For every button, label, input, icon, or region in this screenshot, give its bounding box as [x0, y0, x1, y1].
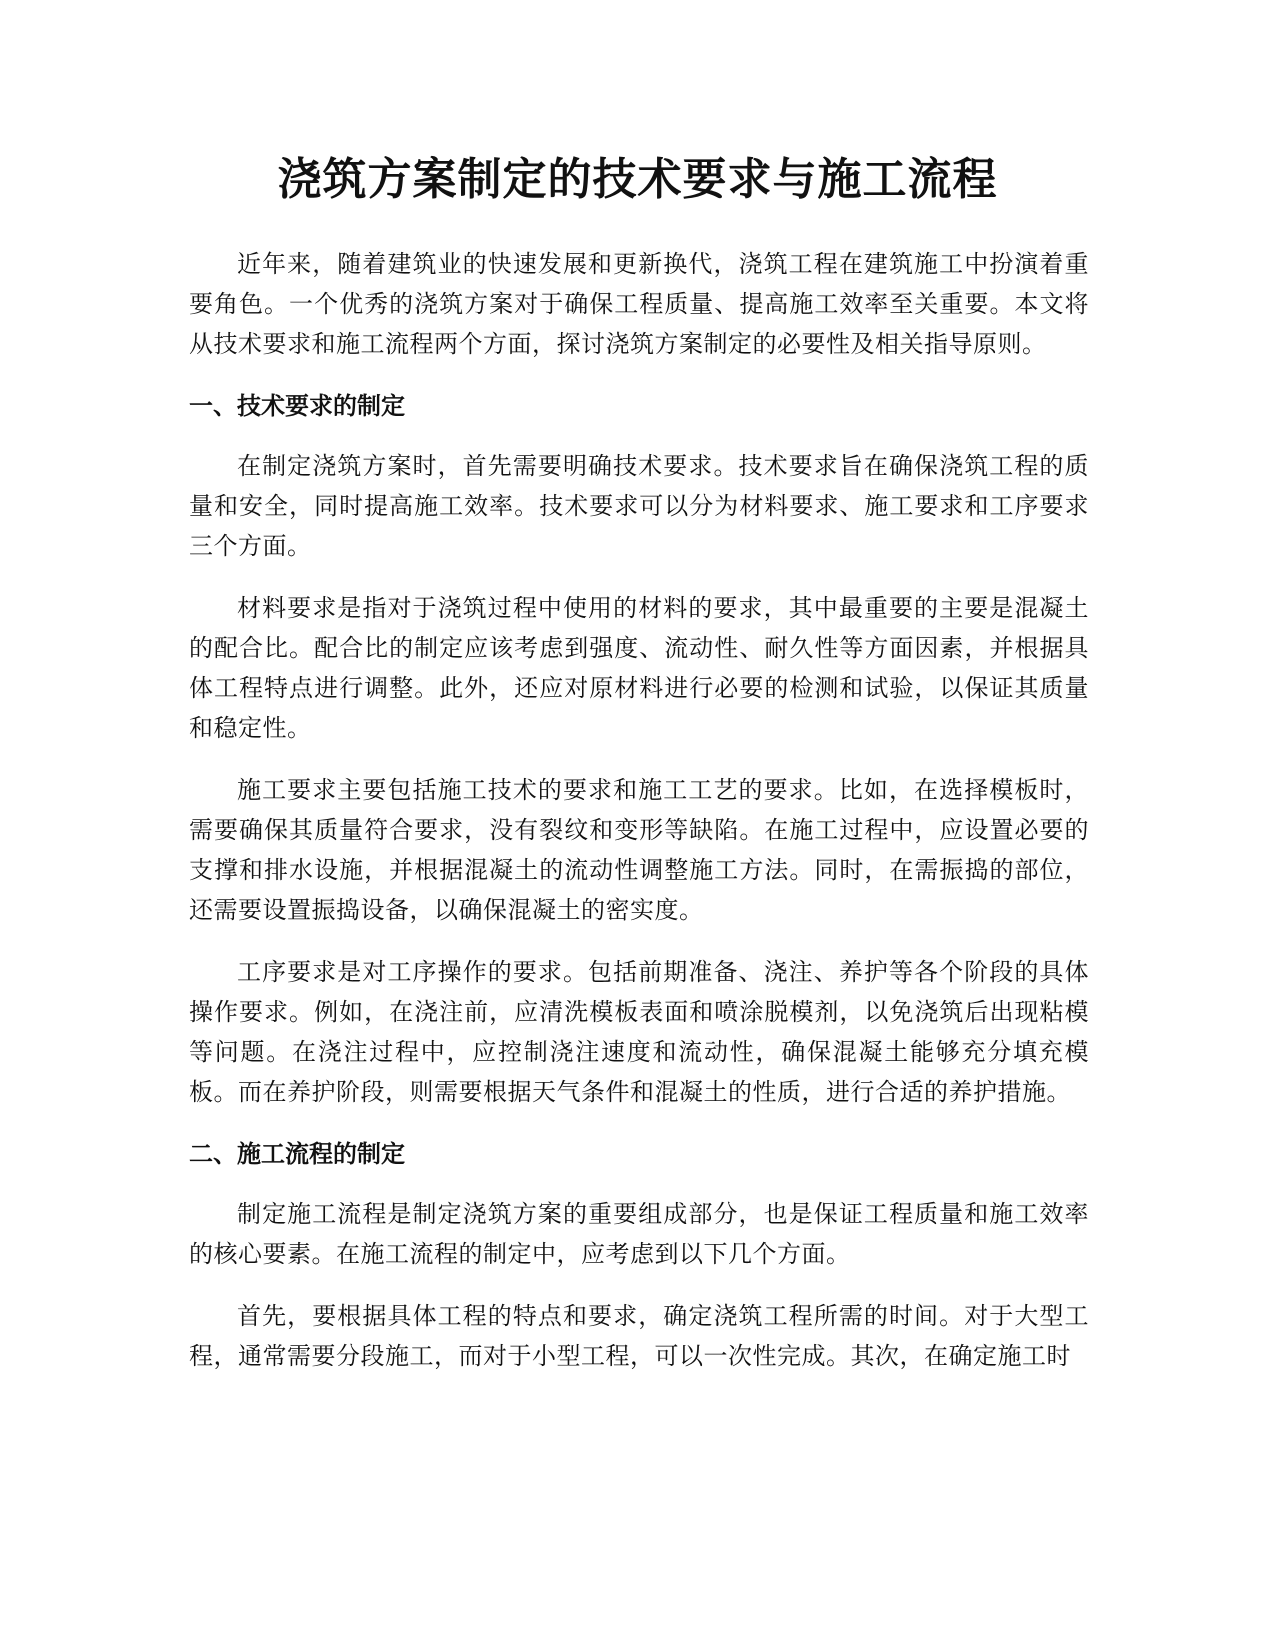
intro-paragraph: 近年来，随着建筑业的快速发展和更新换代，浇筑工程在建筑施工中扮演着重要角色。一个优秀的浇筑方案对于确保工程质量、提高施工效率至关重要。本文将从技术要求和施工流程两个方面，探讨浇筑方案制定的必要性及相关指导原则。 [189, 250, 1089, 358]
paragraph: 工序要求是对工序操作的要求。包括前期准备、浇注、养护等各个阶段的具体操作要求。例如，在浇注前，应清洗模板表面和喷涂脱模剂，以免浇筑后出现粘模等问题。在浇注过程中，应控制浇注速度和流动性，确保混凝土能够充分填充模板。而在养护阶段，则需要根据天气条件和混凝土的性质，进行合适的养护措施。 [189, 958, 1089, 1106]
section-heading-construction-process: 二、施工流程的制定 [189, 1140, 405, 1168]
paragraph: 施工要求主要包括施工技术的要求和施工工艺的要求。比如，在选择模板时，需要确保其质量符合要求，没有裂纹和变形等缺陷。在施工过程中，应设置必要的支撑和排水设施，并根据混凝土的流动性调整施工方法。同时，在需振捣的部位，还需要设置振捣设备，以确保混凝土的密实度。 [189, 776, 1089, 924]
paragraph: 首先，要根据具体工程的特点和要求，确定浇筑工程所需的时间。对于大型工程，通常需要分段施工，而对于小型工程，可以一次性完成。其次，在确定施工时 [189, 1302, 1089, 1370]
paragraph: 制定施工流程是制定浇筑方案的重要组成部分，也是保证工程质量和施工效率的核心要素。在施工流程的制定中，应考虑到以下几个方面。 [189, 1200, 1089, 1268]
document-body [189, 244, 1089, 1398]
paragraph: 材料要求是指对于浇筑过程中使用的材料的要求，其中最重要的主要是混凝土的配合比。配合比的制定应该考虑到强度、流动性、耐久性等方面因素，并根据具体工程特点进行调整。此外，还应对原材料进行必要的检测和试验，以保证其质量和稳定性。 [189, 594, 1089, 742]
section-heading-technical-requirements: 一、技术要求的制定 [189, 392, 405, 420]
document-title: 浇筑方案制定的技术要求与施工流程 [277, 154, 998, 205]
paragraph: 在制定浇筑方案时，首先需要明确技术要求。技术要求旨在确保浇筑工程的质量和安全，同时提高施工效率。技术要求可以分为材料要求、施工要求和工序要求三个方面。 [189, 452, 1089, 560]
